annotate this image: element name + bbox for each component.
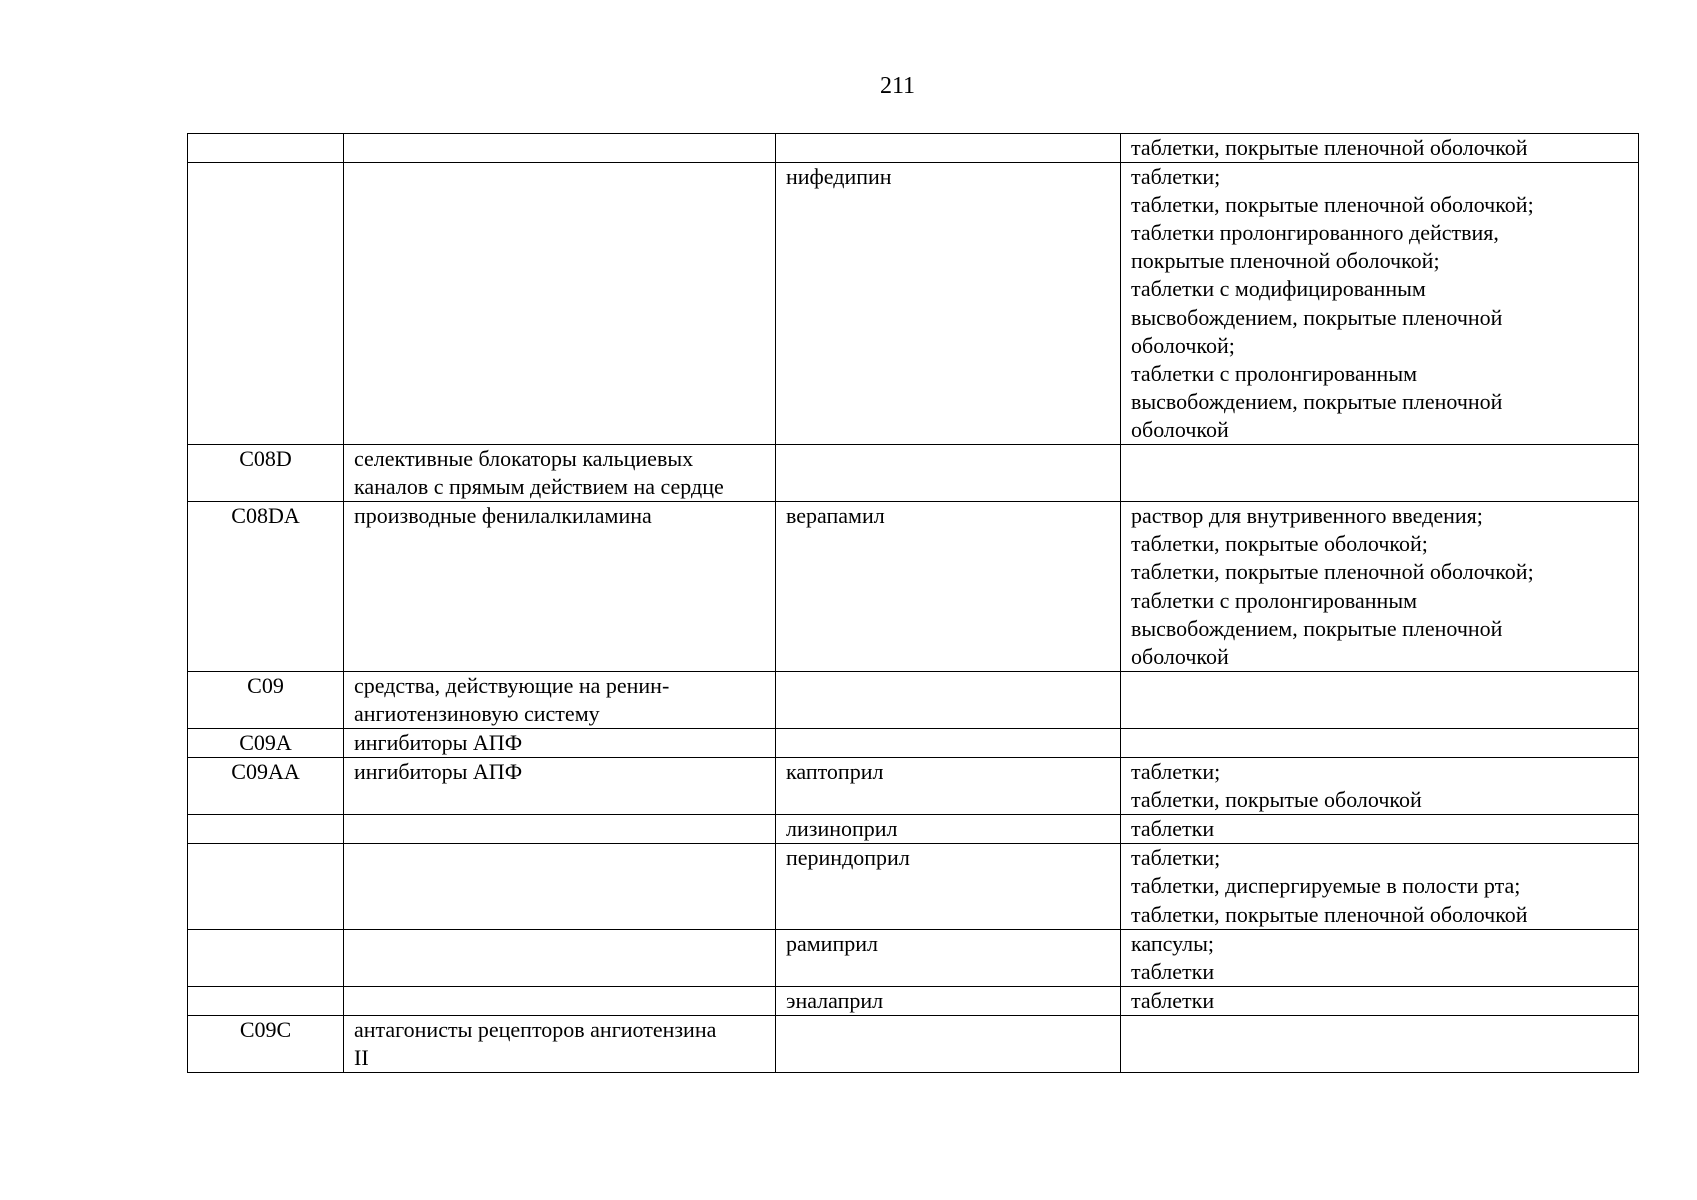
pharmacological-group-cell — [344, 929, 776, 986]
table-row — [188, 163, 1639, 445]
dosage-form-line: таблетки — [1131, 987, 1215, 1013]
drug-name-cell — [776, 134, 1121, 163]
atc-code-cell — [188, 134, 344, 163]
atc-code: C08D — [239, 446, 292, 472]
atc-code-cell — [188, 163, 344, 445]
table-row — [188, 844, 1639, 929]
atc-code: C09AA — [231, 759, 300, 785]
atc-code-cell — [188, 728, 344, 757]
dosage-form-line: таблетки, покрытые пленочной оболочкой — [1131, 901, 1528, 927]
pharmacological-group-cell — [344, 163, 776, 445]
dosage-form-line: оболочкой — [1131, 643, 1229, 669]
dosage-form-line: таблетки; — [1131, 164, 1221, 190]
table-row — [188, 502, 1639, 672]
drug-name: рамиприл — [786, 930, 878, 956]
drug-name: периндоприл — [786, 845, 910, 871]
drug-name-cell — [776, 929, 1121, 986]
dosage-form-cell — [1121, 671, 1639, 728]
drug-name-cell — [776, 844, 1121, 929]
dosage-form-cell — [1121, 445, 1639, 502]
pharmacological-group-line: ингибиторы АПФ — [354, 729, 523, 755]
drug-name-cell — [776, 1015, 1121, 1072]
pharmacological-group-cell — [344, 1015, 776, 1072]
dosage-form-line: таблетки; — [1131, 759, 1221, 785]
table-row — [188, 815, 1639, 844]
dosage-form-line: раствор для внутривенного введения; — [1131, 503, 1483, 529]
dosage-form-line: капсулы; — [1131, 930, 1214, 956]
atc-code: C09 — [247, 672, 284, 698]
drug-table — [187, 133, 1639, 1073]
dosage-form-cell — [1121, 1015, 1639, 1072]
pharmacological-group-line: селективные блокаторы кальциевых — [354, 446, 694, 472]
table-row — [188, 1015, 1639, 1072]
pharmacological-group-cell — [344, 445, 776, 502]
dosage-form-line: таблетки, покрытые оболочкой — [1131, 787, 1422, 813]
drug-name-cell — [776, 758, 1121, 815]
dosage-form-line: покрытые пленочной оболочкой; — [1131, 248, 1440, 274]
atc-code-cell — [188, 1015, 344, 1072]
dosage-form-line: таблетки — [1131, 958, 1215, 984]
atc-code-cell — [188, 445, 344, 502]
dosage-form-line: таблетки, покрытые оболочкой; — [1131, 531, 1428, 557]
atc-code: C09C — [239, 1016, 292, 1042]
pharmacological-group-line: средства, действующие на ренин- — [354, 672, 670, 698]
pharmacological-group-line: ангиотензиновую систему — [354, 700, 600, 726]
pharmacological-group-line: производные фенилалкиламина — [354, 503, 652, 529]
atc-code: C09A — [239, 729, 292, 755]
dosage-form-cell — [1121, 728, 1639, 757]
table-row — [188, 445, 1639, 502]
pharmacological-group-cell — [344, 134, 776, 163]
table-row — [188, 986, 1639, 1015]
pharmacological-group-line: антагонисты рецепторов ангиотензина — [354, 1016, 717, 1042]
drug-name-cell — [776, 445, 1121, 502]
dosage-form-line: высвобождением, покрытые пленочной — [1131, 304, 1503, 330]
drug-name-cell — [776, 163, 1121, 445]
table-row — [188, 758, 1639, 815]
drug-name-cell — [776, 671, 1121, 728]
pharmacological-group-cell — [344, 502, 776, 672]
dosage-form-line: высвобождением, покрытые пленочной — [1131, 388, 1503, 414]
atc-code-cell — [188, 986, 344, 1015]
atc-code: C08DA — [231, 503, 300, 529]
dosage-form-line: оболочкой; — [1131, 332, 1235, 358]
drug-name: нифедипин — [786, 164, 892, 190]
dosage-form-line: оболочкой — [1131, 416, 1229, 442]
dosage-form-cell — [1121, 815, 1639, 844]
drug-name-cell — [776, 815, 1121, 844]
dosage-form-line: таблетки пролонгированного действия, — [1131, 220, 1499, 246]
dosage-form-line: таблетки с пролонгированным — [1131, 360, 1418, 386]
dosage-form-cell — [1121, 986, 1639, 1015]
dosage-form-line: таблетки, покрытые пленочной оболочкой; — [1131, 192, 1534, 218]
dosage-form-cell — [1121, 502, 1639, 672]
drug-name-cell — [776, 986, 1121, 1015]
drug-name: каптоприл — [786, 759, 884, 785]
dosage-form-line: таблетки, покрытые пленочной оболочкой; — [1131, 559, 1534, 585]
dosage-form-cell — [1121, 758, 1639, 815]
dosage-form-line: таблетки с пролонгированным — [1131, 587, 1418, 613]
pharmacological-group-cell — [344, 815, 776, 844]
dosage-form-cell — [1121, 134, 1639, 163]
dosage-form-line: таблетки, покрытые пленочной оболочкой — [1131, 135, 1528, 160]
dosage-form-line: высвобождением, покрытые пленочной — [1131, 615, 1503, 641]
atc-code-cell — [188, 502, 344, 672]
pharmacological-group-line: каналов с прямым действием на сердце — [354, 474, 724, 500]
atc-code-cell — [188, 758, 344, 815]
table-row — [188, 134, 1639, 163]
table-row — [188, 728, 1639, 757]
pharmacological-group-cell — [344, 728, 776, 757]
dosage-form-line: таблетки, диспергируемые в полости рта; — [1131, 873, 1521, 899]
dosage-form-cell — [1121, 844, 1639, 929]
page-number: 211 — [879, 73, 916, 99]
pharmacological-group-cell — [344, 844, 776, 929]
pharmacological-group-line: ингибиторы АПФ — [354, 759, 523, 785]
pharmacological-group-cell — [344, 758, 776, 815]
table-row — [188, 929, 1639, 986]
pharmacological-group-line: II — [354, 1045, 369, 1070]
dosage-form-line: таблетки с модифицированным — [1131, 276, 1426, 302]
drug-name: верапамил — [786, 503, 885, 529]
pharmacological-group-cell — [344, 671, 776, 728]
pharmacological-group-cell — [344, 986, 776, 1015]
atc-code-cell — [188, 844, 344, 929]
drug-name-cell — [776, 502, 1121, 672]
atc-code-cell — [188, 929, 344, 986]
dosage-form-line: таблетки; — [1131, 845, 1221, 871]
dosage-form-cell — [1121, 163, 1639, 445]
atc-code-cell — [188, 671, 344, 728]
drug-name-cell — [776, 728, 1121, 757]
atc-code-cell — [188, 815, 344, 844]
table-row — [188, 671, 1639, 728]
dosage-form-line: таблетки — [1131, 816, 1215, 842]
drug-name: эналаприл — [786, 987, 884, 1013]
dosage-form-cell — [1121, 929, 1639, 986]
drug-table-body — [188, 134, 1639, 1073]
drug-name: лизиноприл — [786, 816, 898, 842]
